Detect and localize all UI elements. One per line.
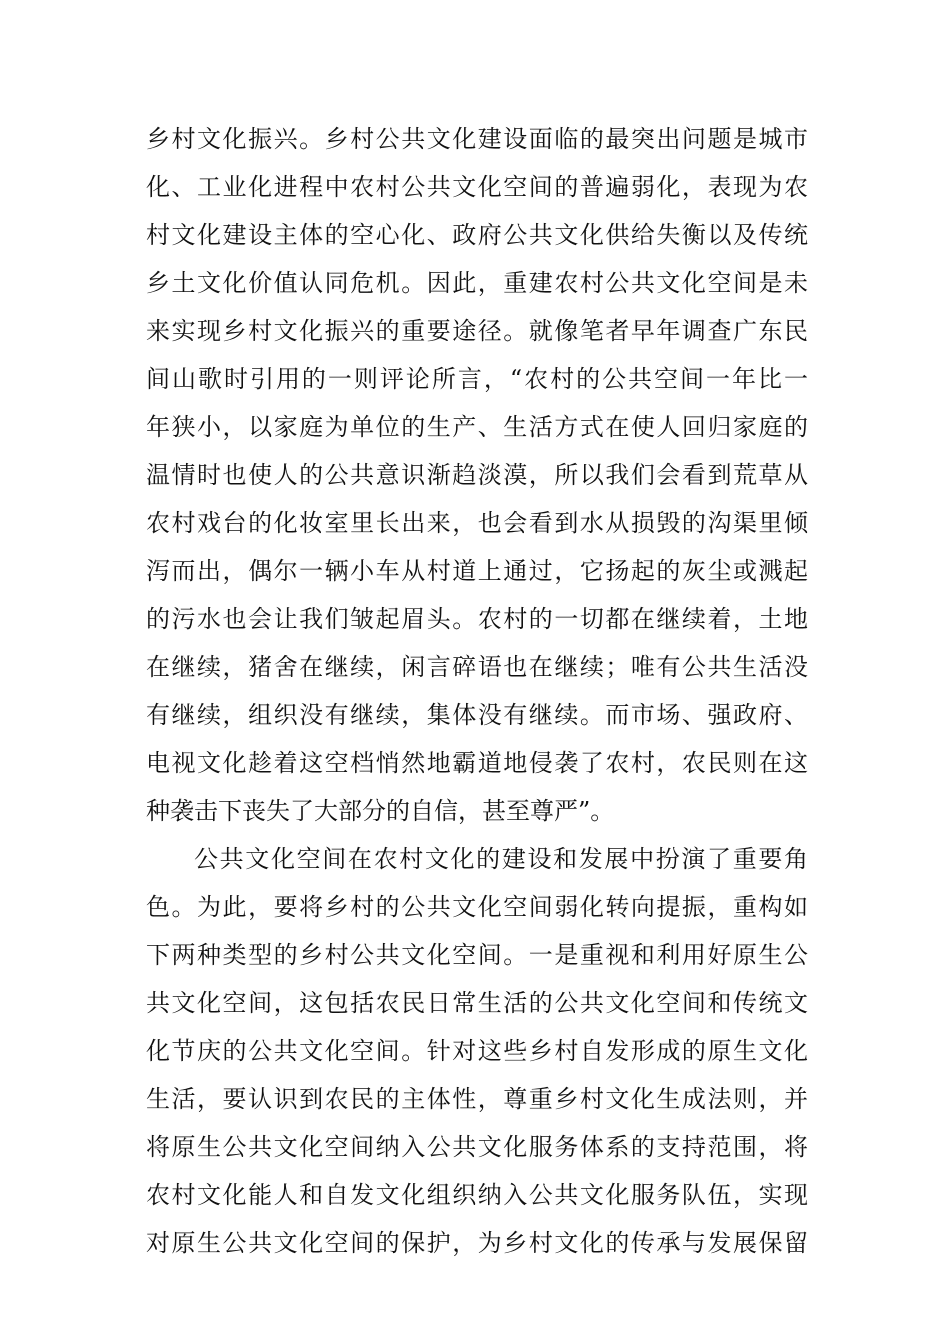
paragraph-1-line-13: 有继续，组织没有继续，集体没有继续。而市场、强政府、 xyxy=(146,701,808,729)
paragraph-2-line-5: 化节庆的公共文化空间。针对这些乡村自发形成的原生文化 xyxy=(146,1037,808,1065)
paragraph-1-line-5: 来实现乡村文化振兴的重要途径。就像笔者早年调查广东民 xyxy=(146,317,808,345)
paragraph-1-line-9: 农村戏台的化妆室里长出来，也会看到水从损毁的沟渠里倾 xyxy=(146,509,808,537)
paragraph-1-line-4: 乡土文化价值认同危机。因此，重建农村公共文化空间是未 xyxy=(146,269,808,297)
paragraph-2-line-1: 公共文化空间在农村文化的建设和发展中扮演了重要角 xyxy=(194,845,808,873)
paragraph-1-line-2: 化、工业化进程中农村公共文化空间的普遍弱化，表现为农 xyxy=(146,173,808,201)
paragraph-2-line-4: 共文化空间，这包括农民日常生活的公共文化空间和传统文 xyxy=(146,989,808,1017)
paragraph-2-line-6: 生活，要认识到农民的主体性，尊重乡村文化生成法则，并 xyxy=(146,1085,808,1113)
paragraph-1-line-3: 村文化建设主体的空心化、政府公共文化供给失衡以及传统 xyxy=(146,221,808,249)
paragraph-2-line-7: 将原生公共文化空间纳入公共文化服务体系的支持范围，将 xyxy=(146,1133,808,1161)
paragraph-2-line-8: 农村文化能人和自发文化组织纳入公共文化服务队伍，实现 xyxy=(146,1181,808,1209)
paragraph-1-line-12: 在继续，猪舍在继续，闲言碎语也在继续；唯有公共生活没 xyxy=(146,653,808,681)
paragraph-2-line-9: 对原生公共文化空间的保护，为乡村文化的传承与发展保留 xyxy=(146,1229,808,1257)
paragraph-2-line-2: 色。为此，要将乡村的公共文化空间弱化转向提振，重构如 xyxy=(146,893,808,921)
paragraph-1-line-7: 年狭小，以家庭为单位的生产、生活方式在使人回归家庭的 xyxy=(146,413,808,441)
paragraph-1-line-11: 的污水也会让我们皱起眉头。农村的一切都在继续着，土地 xyxy=(146,605,808,633)
paragraph-1-line-1: 乡村文化振兴。乡村公共文化建设面临的最突出问题是城市 xyxy=(146,125,808,153)
paragraph-1-line-10: 泻而出，偶尔一辆小车从村道上通过，它扬起的灰尘或溅起 xyxy=(146,557,808,585)
paragraph-1-line-14: 电视文化趁着这空档悄然地霸道地侵袭了农村，农民则在这 xyxy=(146,749,808,777)
paragraph-1-line-15: 种袭击下丧失了大部分的自信，甚至尊严”。 xyxy=(146,797,615,825)
paragraph-2-line-3: 下两种类型的乡村公共文化空间。一是重视和利用好原生公 xyxy=(146,941,808,969)
paragraph-1-line-8: 温情时也使人的公共意识渐趋淡漠，所以我们会看到荒草从 xyxy=(146,461,808,489)
paragraph-1-line-6: 间山歌时引用的一则评论所言，“农村的公共空间一年比一 xyxy=(146,365,808,393)
